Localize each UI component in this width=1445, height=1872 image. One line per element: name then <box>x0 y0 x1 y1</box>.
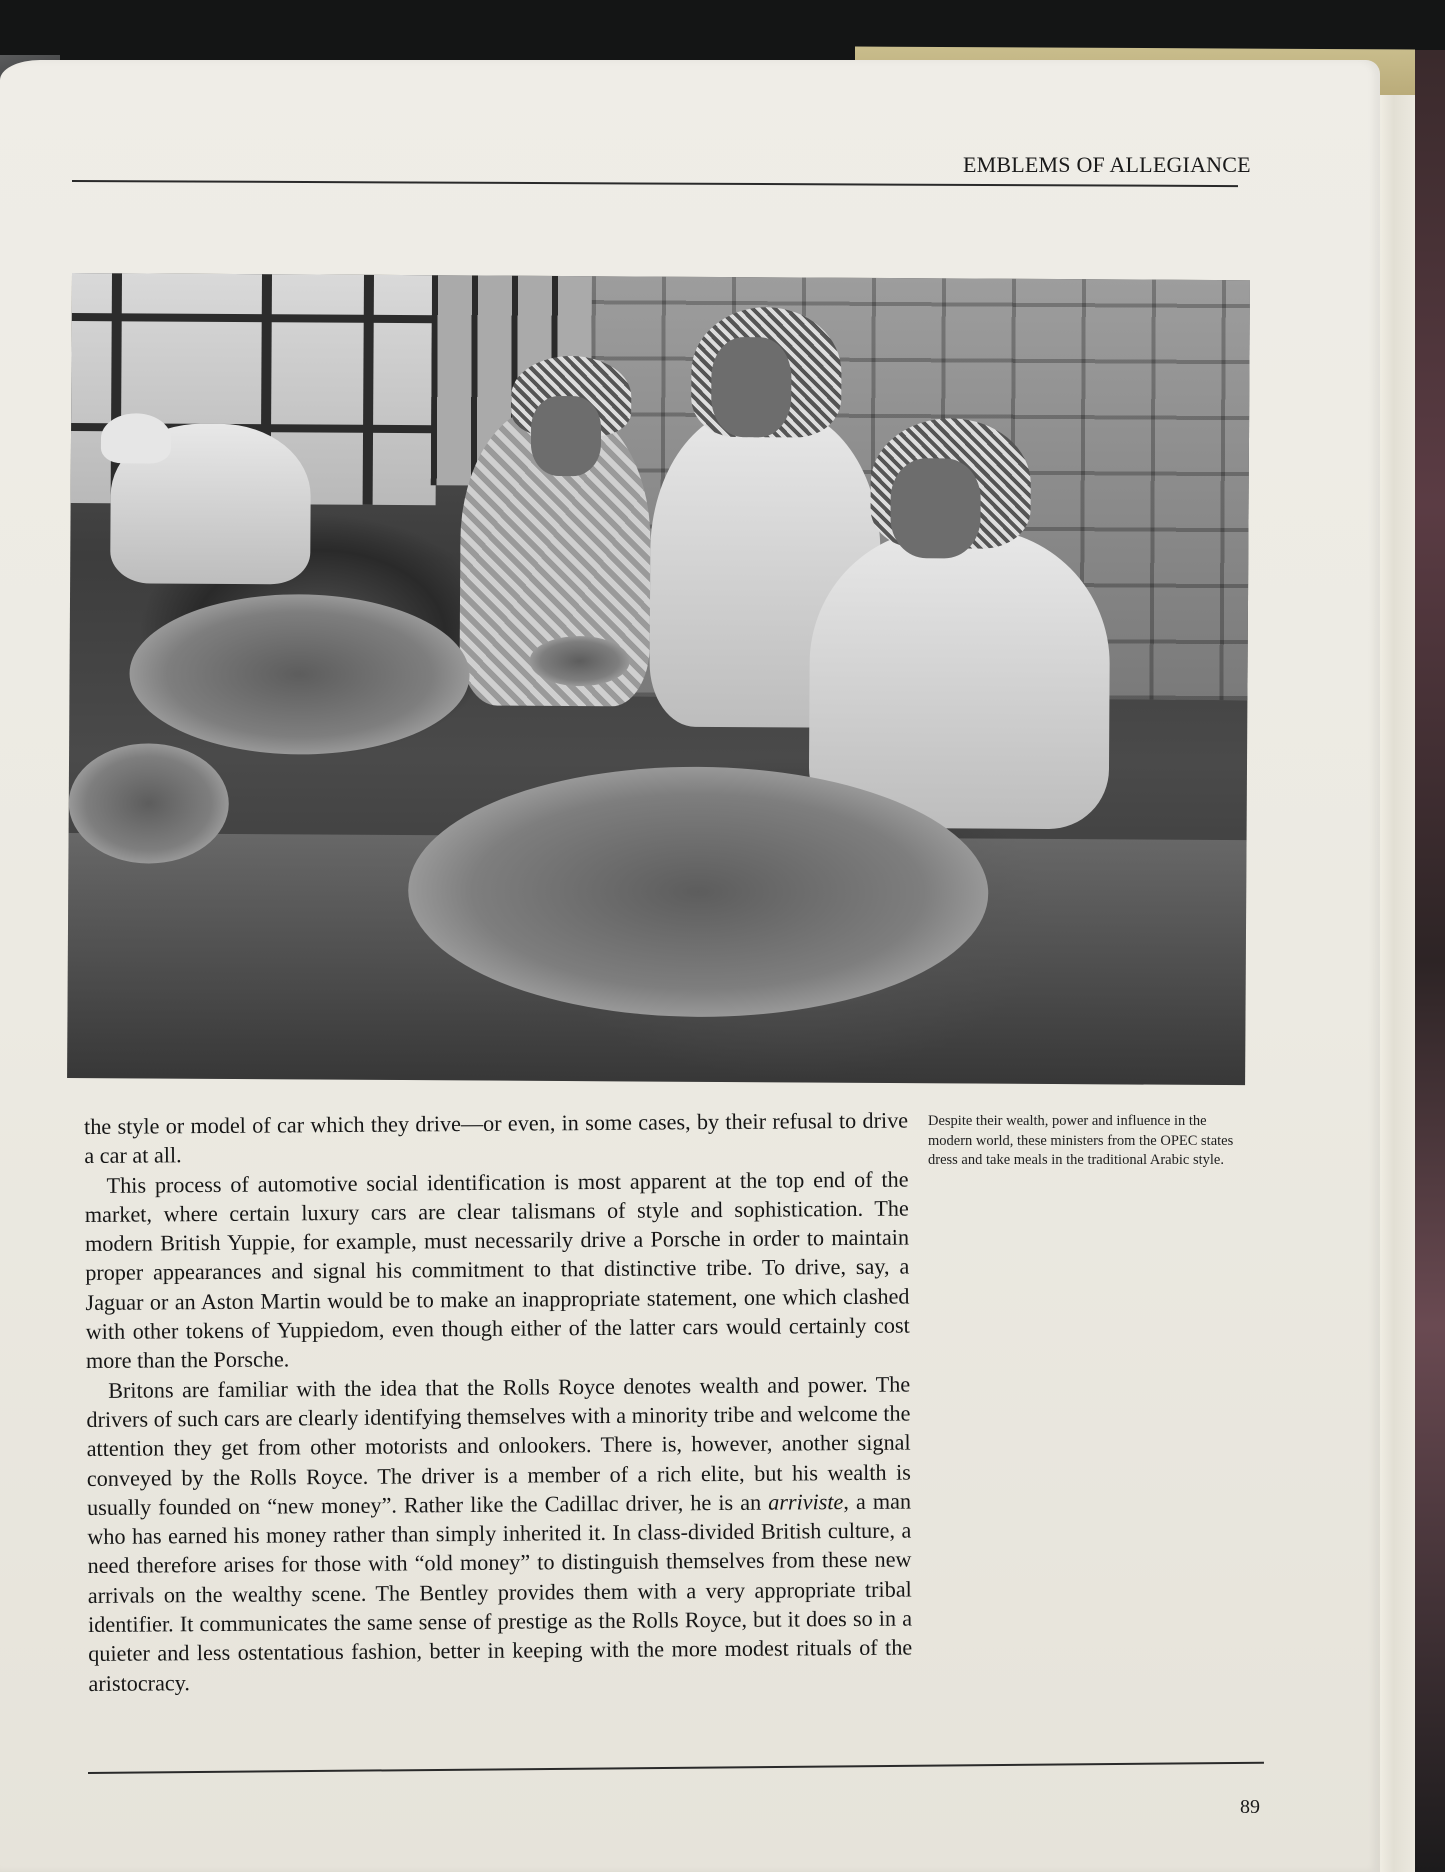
italic-term: arriviste <box>768 1488 844 1515</box>
paragraph-2: This process of automotive social identification is most apparent at the top end of the market, where certain luxury cars are clear talismans of style and sophistication. The modern British Yuppie, for example, must necessarily drive a Porsche in order to maintain proper appearances and signal his commitment to that distinctive tribe. To drive, say, a Jaguar or an Aston Martin would be to make an inappropriate statement, one which clashed with other tokens of Yuppiedom, even though either of the latter cars would certainly cost more than the Porsche. <box>84 1166 910 1374</box>
paragraph-1: the style or model of car which they drive—or even, in some cases, by their refusal to drive a car at all. <box>84 1107 909 1169</box>
body-text <box>84 1106 913 1698</box>
paragraph-3 <box>86 1369 913 1698</box>
fruit-plate <box>529 636 629 687</box>
window-transom <box>72 313 437 323</box>
figure-right-man <box>809 528 1111 830</box>
page-number: 89 <box>1240 1796 1260 1818</box>
paragraph-3-part-2: , a man who has earned his money rather than simply inherited it. In class-divided British culture, a need therefore arises for those with “old money” to distinguish themselves from these new arrivals on the wealthy scene. The Bentley provides them with a very appropriate tribal identifier. It communicates the same sense of prestige as the Rolls Royce, but it does so in a quieter and less ostentatious fashion, better in keeping with the more modest rituals of the aristocracy. <box>87 1488 913 1696</box>
window-mullion <box>363 275 374 505</box>
paragraph-3-part-1: Britons are familiar with the idea that the Rolls Royce denotes wealth and power. The drivers of such cars are clearly identifying themselves with a minority tribe and welcome the attention they get from other motorists and onlookers. There is, however, another signal conveyed by the Rolls Royce. The driver is a member of a rich elite, but his wealth is usually founded on “new money”. Rather like the Cadillac driver, he is an <box>86 1371 911 1520</box>
face <box>711 337 792 437</box>
food-tray <box>129 593 470 755</box>
photograph <box>67 273 1250 1085</box>
photo-caption: Despite their wealth, power and influence in the modern world, these ministers from the OPEC states dress and take meals in the traditional Arabic style. <box>928 1113 1234 1168</box>
food-dish <box>68 743 229 864</box>
face <box>531 396 601 476</box>
backdrop-cover-edge <box>1415 50 1445 1872</box>
running-head: EMBLEMS OF ALLEGIANCE <box>963 152 1251 177</box>
headcloth <box>101 413 171 463</box>
face <box>890 458 981 559</box>
